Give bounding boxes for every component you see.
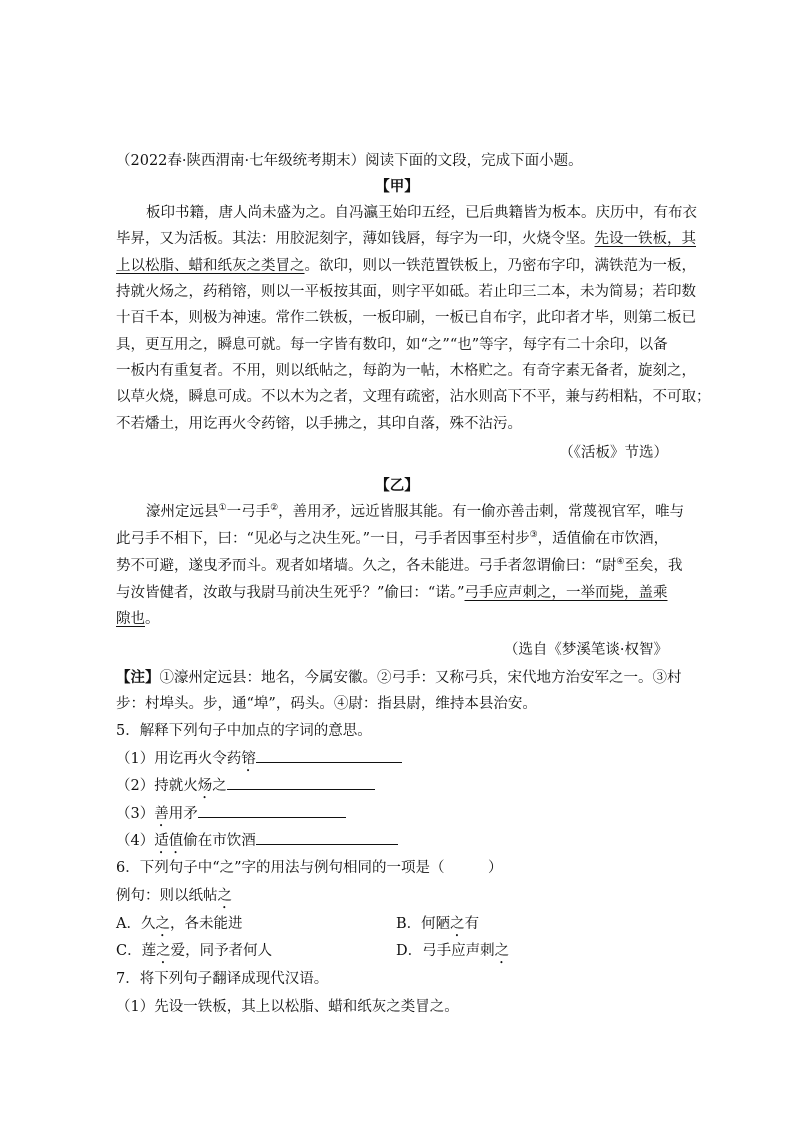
question-stem: 6．下列句子中“之”字的用法与例句相同的一项是（ ） bbox=[116, 860, 503, 876]
text: ，适值偷在市饮酒， bbox=[537, 531, 669, 547]
passage-yi-line bbox=[116, 529, 668, 549]
source-citation: （选自《梦溪笔谈·权智》 bbox=[503, 642, 668, 658]
text: 偷在市饮酒 bbox=[183, 833, 256, 849]
text: 用矛 bbox=[168, 806, 198, 822]
text: 至矣，我 bbox=[624, 558, 683, 574]
item-number: （1） bbox=[116, 751, 155, 767]
dotted-word: 之 bbox=[155, 916, 170, 932]
passage-yi-line bbox=[116, 609, 160, 629]
dotted-word: 之 bbox=[156, 943, 171, 959]
note-label: 【注】 bbox=[116, 669, 160, 686]
answer-blank[interactable] bbox=[256, 830, 398, 845]
text: 。欲印，则以一铁范置铁板上，乃密布字印，满铁范为一板， bbox=[304, 258, 696, 274]
passage-jia-line: 不若燔土，用讫再火令药镕，以手拂之，其印自落，殊不沾污。 bbox=[116, 416, 522, 432]
passage-jia-line: 具，更互用之，瞬息可就。每一字皆有数印，如“之”“也”等字，每字有二十余印，以备 bbox=[116, 337, 668, 353]
text: 之 bbox=[212, 778, 227, 794]
text: ，善用矛，远近皆服其能。有一偷亦善击刺，常蔑视官军，唯与 bbox=[278, 504, 685, 520]
dotted-word: 之 bbox=[450, 916, 465, 932]
passage-jia-line: 持就火炀之，药稍镕，则以一平板按其面，则字平如砥。若止印三二本，未为简易；若印数 bbox=[116, 284, 696, 300]
underlined-sentence: 先设一铁板，其 bbox=[594, 231, 696, 247]
question-item: （1）先设一铁板，其上以松脂、蜡和纸灰之类冒之。 bbox=[116, 999, 459, 1015]
passage-jia-line: 板印书籍，唐人尚未盛为之。自冯瀛王始印五经，已后典籍皆为板本。庆历中，有布衣 bbox=[146, 205, 697, 221]
passage-yi-line bbox=[116, 583, 668, 603]
answer-blank[interactable] bbox=[227, 775, 375, 790]
question-header: （2022春·陕西渭南·七年级统考期末）阅读下面的文段，完成下面小题。 bbox=[116, 153, 583, 169]
text: 势不可避，遂曳矛而斗。观者如堵墙。久之，各未能进。弓手者忽谓偷曰：“尉 bbox=[116, 558, 617, 574]
text: 莲 bbox=[141, 943, 157, 959]
item-number: （4） bbox=[116, 833, 155, 849]
dotted-word: 善 bbox=[154, 806, 169, 822]
text: 濠州定远县 bbox=[146, 504, 219, 520]
footnote-mark: ③ bbox=[529, 530, 538, 540]
text: 弓手应声刺 bbox=[422, 943, 495, 959]
dotted-word: 炀 bbox=[197, 778, 213, 794]
question-item bbox=[116, 830, 398, 857]
answer-blank[interactable] bbox=[198, 803, 346, 818]
footnote-mark: ④ bbox=[616, 557, 625, 567]
underlined-sentence: 上以松脂、蜡和纸灰之类冒之 bbox=[116, 258, 305, 274]
option-b[interactable] bbox=[396, 914, 479, 940]
text: ，各未能进 bbox=[169, 916, 243, 932]
option-a[interactable] bbox=[116, 914, 242, 940]
note-line: 步：村埠头。步，通“埠”，码头。④尉：指县尉，维持本县治安。 bbox=[116, 696, 537, 712]
text: 用讫再火令药 bbox=[154, 751, 242, 767]
text: ①濠州定远县：地名，今属安徽。②弓手：又称弓兵，宋代地方治安军之一。③村 bbox=[159, 670, 682, 686]
text: 何陋 bbox=[421, 916, 451, 932]
question-item bbox=[116, 748, 402, 775]
example-sentence bbox=[116, 886, 232, 912]
example-label: 例句： bbox=[116, 888, 160, 904]
dotted-word: 之 bbox=[494, 943, 510, 959]
answer-blank[interactable] bbox=[256, 748, 402, 763]
footnote-mark: ② bbox=[270, 503, 279, 513]
note-line bbox=[116, 668, 682, 688]
text: 爱，同予者何人 bbox=[170, 943, 273, 959]
option-c[interactable] bbox=[116, 941, 272, 967]
text: 有 bbox=[464, 916, 480, 932]
text: 一弓手 bbox=[226, 504, 271, 520]
option-label: D． bbox=[396, 943, 423, 959]
section-yi-title: 【乙】 bbox=[375, 477, 419, 494]
footnote-mark: ① bbox=[218, 503, 227, 513]
question-stem: 5．解释下列句子中加点的字词的意思。 bbox=[116, 723, 372, 739]
option-d[interactable] bbox=[396, 941, 509, 967]
passage-jia-line: 一板内有重复者。不用，则以纸帖之，每韵为一帖，木格贮之。有奇字素无备者，旋刻之， bbox=[116, 363, 696, 379]
dotted-word: 镕 bbox=[241, 751, 256, 767]
text: 毕昇，又为活板。其法：用胶泥刻字，薄如钱唇，每字为一印，火烧令坚。 bbox=[116, 231, 595, 247]
text: 与汝皆健者，汝敢与我尉马前决生死乎？”偷曰：“诺。” bbox=[116, 585, 465, 601]
underlined-sentence: 隙也 bbox=[116, 611, 145, 627]
question-item bbox=[116, 803, 346, 830]
text: 。 bbox=[145, 611, 160, 627]
text: 此弓手不相下，曰：“见必与之决生死。”一日，弓手者因事至村步 bbox=[116, 531, 530, 547]
text: 久 bbox=[140, 916, 156, 932]
passage-jia-line: 以草火烧，瞬息可成。不以木为之者，文理有疏密，沾水则高下不平，兼与药相粘，不可取； bbox=[116, 389, 711, 405]
option-label: B． bbox=[396, 916, 422, 932]
question-item bbox=[116, 775, 375, 802]
option-label: A． bbox=[116, 916, 141, 932]
source-citation: （《活板》节选） bbox=[559, 445, 668, 461]
passage-jia-line: 十百千本，则极为神速。常作二铁板，一板印刷，一板已自布字，此印者才毕，则第二板已 bbox=[116, 310, 696, 326]
passage-jia-line bbox=[116, 256, 696, 276]
text: 则以纸帖 bbox=[159, 888, 218, 904]
text: 持就火 bbox=[154, 778, 198, 794]
question-stem: 7．将下列句子翻译成现代汉语。 bbox=[116, 971, 329, 987]
passage-jia-line bbox=[116, 229, 696, 249]
passage-yi-line bbox=[116, 556, 683, 576]
dotted-word: 适值 bbox=[154, 833, 184, 849]
underlined-sentence: 弓手应声刺之，一举而毙，盖乘 bbox=[464, 585, 668, 601]
dotted-word: 之 bbox=[217, 888, 232, 904]
item-number: （3） bbox=[116, 806, 155, 822]
section-jia-title: 【甲】 bbox=[375, 178, 419, 195]
item-number: （2） bbox=[116, 778, 155, 794]
option-label: C． bbox=[116, 943, 142, 959]
passage-yi-line bbox=[146, 502, 684, 522]
